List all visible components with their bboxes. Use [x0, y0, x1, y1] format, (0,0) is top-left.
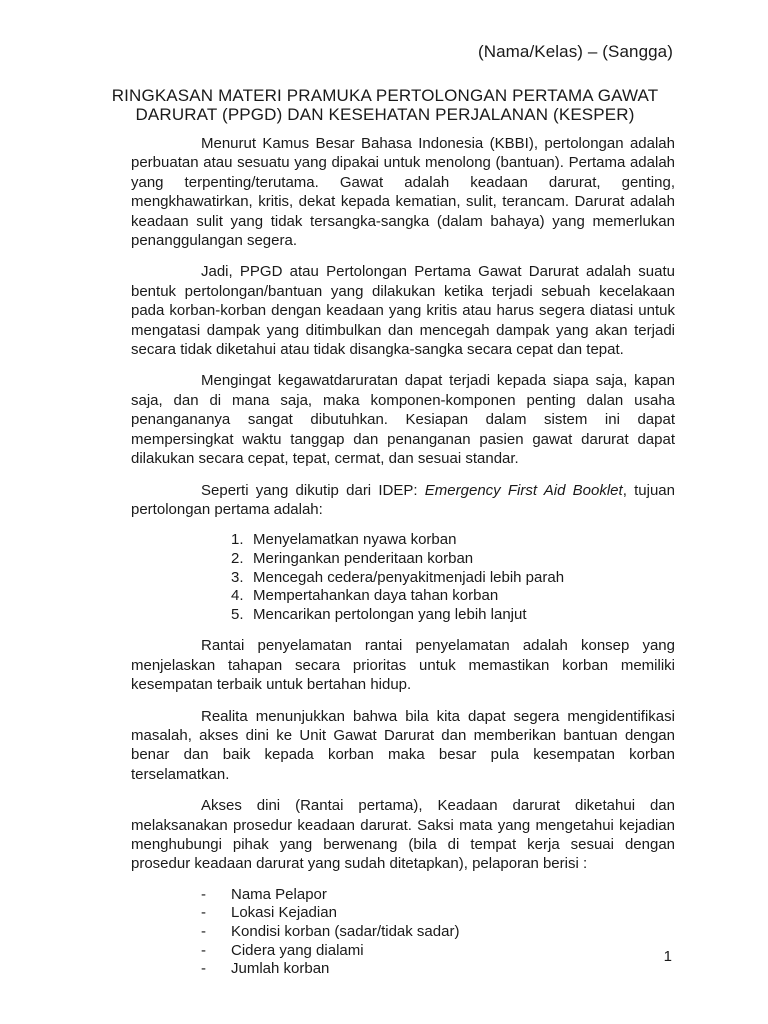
list-item: [231, 550, 675, 569]
paragraph-definition: Menurut Kamus Besar Bahasa Indonesia (KBBI), pertolongan adalah perbuatan atau sesuatu yang dipakai untuk menolong (bantuan). Pertama adalah yang terpenting/terutama. Gawat adalah keadaan darurat, genting, mengkhawatirkan, kritis, dekat kepada kematian, sulit, terancam. Darurat adalah keadaan sulit yang tidak tersangka-sangka (dalam bahaya) yang memerlukan penanggulangan segera.: [131, 135, 675, 250]
goals-intro-text-end: , tujuan pertolongan pertama adalah:: [131, 481, 675, 518]
title-line-2: DARURAT (PPGD) DAN KESEHATAN PERJALANAN (KESPER): [135, 105, 635, 124]
booklet-title: Emergency First Aid Booklet: [424, 481, 623, 499]
list-item-number: 3.: [231, 568, 244, 586]
list-item-dash: -: [201, 885, 206, 903]
list-item-number: 1.: [231, 531, 244, 549]
list-item-text: Cidera yang dialami: [231, 941, 364, 959]
list-item: [201, 960, 675, 979]
list-item-text: Menyelamatkan nyawa korban: [253, 531, 457, 549]
list-item-text: Nama Pelapor: [231, 885, 327, 903]
paragraph-reality: Realita menunjukkan bahwa bila kita dapat segera mengidentifikasi masalah, akses dini ke Unit Gawat Darurat dan memberikan bantuan dengan benar dan baik kepada korban maka besar pula kesempatan korban terselamatkan.: [131, 707, 675, 783]
list-item-number: 2.: [231, 549, 244, 567]
list-item: [231, 587, 675, 606]
paragraph-early-access: Akses dini (Rantai pertama), Keadaan darurat diketahui dan melaksanakan prosedur keadaan darurat. Saksi mata yang mengetahui kejadian menghubungi pihak yang berwenang (bila di tempat kerja sesuai dengan prosedur keadaan darurat yang sudah ditetapkan), pelaporan berisi :: [131, 797, 675, 873]
first-aid-goals-list: [131, 531, 675, 624]
list-item: [201, 942, 675, 961]
list-item-dash: -: [201, 941, 206, 959]
list-item: [201, 886, 675, 905]
paragraph-rescue-chain: Rantai penyelamatan rantai penyelamatan adalah konsep yang menjelaskan tahapan secara prioritas untuk memastikan korban memiliki kesempatan terbaik untuk bertahan hidup.: [131, 637, 675, 694]
list-item-text: Mencarikan pertolongan yang lebih lanjut: [253, 605, 527, 623]
list-item-text: Mempertahankan daya tahan korban: [253, 587, 499, 605]
name-class-header: (Nama/Kelas) – (Sangga): [477, 42, 673, 61]
paragraph-emergency-components: Mengingat kegawatdaruratan dapat terjadi kepada siapa saja, kapan saja, dan di mana saja, maka komponen-komponen penting dalan usaha penangananya sangat dibutuhkan. Kesiapan dalam sistem ini dapat mempersingkat waktu tanggap dan penanganan pasien gawat darurat dapat dilakukan secara cepat, tepat, cermat, dan sesuai standar.: [131, 372, 675, 468]
list-item-text: Meringankan penderitaan korban: [253, 549, 474, 567]
list-item: [201, 923, 675, 942]
title-line-1: RINGKASAN MATERI PRAMUKA PERTOLONGAN PERTAMA GAWAT: [111, 86, 659, 105]
document-title: [90, 86, 680, 124]
list-item-dash: -: [201, 960, 206, 978]
goals-intro-text: Seperti yang dikutip dari IDEP:: [201, 481, 425, 499]
list-item-text: Mencegah cedera/penyakitmenjadi lebih parah: [253, 568, 565, 586]
list-item-text: Kondisi korban (sadar/tidak sadar): [231, 922, 460, 940]
list-item: [201, 904, 675, 923]
list-item-dash: -: [201, 904, 206, 922]
document-body: [131, 134, 675, 979]
page-number: 1: [663, 948, 672, 965]
paragraph-ppgd-meaning: Jadi, PPGD atau Pertolongan Pertama Gawat Darurat adalah suatu bentuk pertolongan/bantuan yang dilakukan ketika terjadi sebuah kecelakaan pada korban-korban dengan keadaan yang kritis atau harus segera diatasi untuk mengatasi dampak yang ditimbulkan dan mencegah dampak yang akan terjadi secara tidak diketahui atau tidak disangka-sangka secara cepat dan tepat.: [131, 263, 675, 359]
list-item-number: 4.: [231, 587, 244, 605]
report-contents-list: [131, 886, 675, 979]
list-item: [231, 569, 675, 588]
list-item: [231, 531, 675, 550]
list-item-text: Lokasi Kejadian: [231, 904, 337, 922]
list-item-text: Jumlah korban: [231, 960, 330, 978]
list-item-number: 5.: [231, 605, 244, 623]
list-item-dash: -: [201, 922, 206, 940]
list-item: [231, 606, 675, 625]
paragraph-first-aid-goals-intro: [131, 481, 675, 520]
